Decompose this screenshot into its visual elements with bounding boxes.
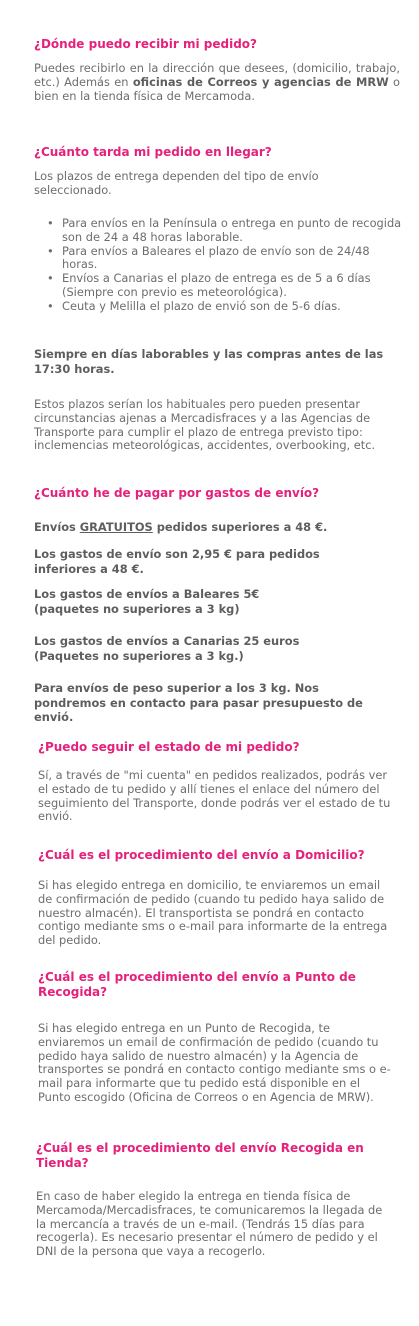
faq-question-track-order: ¿Puedo seguir el estado de mi pedido?: [38, 740, 300, 754]
answer-bold-text: oficinas de Correos y agencias de MRW: [132, 74, 389, 89]
shipping-free-line: [34, 520, 394, 535]
shipping-cost-standard: Los gastos de envío son 2,95 € para pedidos inferiores a 48 €.: [34, 547, 320, 576]
delivery-times-list: [42, 217, 404, 314]
faq-question-pickup-point: ¿Cuál es el procedimiento del envío a Punto de Recogida?: [38, 970, 356, 999]
faq-question-receive-order: ¿Dónde puedo recibir mi pedido?: [34, 37, 258, 51]
faq-question-store-pickup: ¿Cuál es el procedimiento del envío Recogida en Tienda?: [36, 1141, 364, 1170]
faq-answer-store-pickup: En caso de haber elegido la entrega en tienda física de Mercamoda/Mercadisfraces, te comunicaremos la llegada de la mercancía a través de un e-mail. (Tendrás 15 días para recogerla). Es necesario presentar el número de pedido y el DNI de la persona que vaya a recogerlo.: [36, 1189, 383, 1259]
faq-question-shipping-cost: ¿Cuánto he de pagar por gastos de envío?: [34, 486, 320, 500]
shipping-free-suffix: pedidos superiores a 48 €.: [152, 520, 328, 534]
shipping-cost-heavy: Para envíos de peso superior a los 3 kg. Nos pondremos en contacto para pasar presupuesto de envió.: [34, 681, 363, 725]
answer-text: Puedes recibirlo en la dirección que desees, (domicilio, trabajo, etc.) Además en: [34, 61, 400, 89]
faq-question-home-delivery: ¿Cuál es el procedimiento del envío a Domicilio?: [38, 848, 365, 862]
shipping-cost-baleares: [34, 587, 394, 616]
faq-answer-pickup-point: Si has elegido entrega en un Punto de Recogida, te enviaremos un email de confirmación de pedido (cuando tu pedido haya salido de nuestro almacén) y la Agencia de transportes se pondrá en contacto contigo mediante sms o e-mail para informarte que tu pedido está disponible en el Punto escogido (Oficina de Correos o en Agencia de MRW).: [38, 1021, 391, 1104]
faq-answer-delivery-intro: Los plazos de entrega dependen del tipo de envío seleccionado.: [34, 169, 319, 197]
delivery-note-bold: Siempre en días laborables y las compras antes de las 17:30 horas.: [34, 347, 384, 376]
baleares-line-1: Los gastos de envíos a Baleares 5€: [34, 587, 260, 601]
faq-answer-track-order: Sí, a través de "mi cuenta" en pedidos realizados, podrás ver el estado de tu pedido y allí tienes el enlace del número del seguimiento del Transporte, donde podrás ver el estado de tu envió.: [38, 768, 391, 824]
baleares-line-2: (paquetes no superiores a 3 kg): [34, 601, 240, 616]
canarias-line-2: (Paquetes no superiores a 3 kg.): [34, 648, 244, 663]
canarias-line-1: Los gastos de envíos a Canarias 25 euros: [34, 634, 300, 648]
shipping-free-highlight: GRATUITOS: [79, 520, 153, 534]
list-item: • Ceuta y Melilla el plazo de envió son de 5-6 días.: [42, 300, 404, 314]
shipping-free-prefix: Envíos: [34, 520, 80, 534]
faq-answer-home-delivery: Si has elegido entrega en domicilio, te enviaremos un email de confirmación de pedido (cuando tu pedido haya salido de nuestro almacén). El transportista se pondrá en contacto contigo mediante sms o e-mail para informarte de la entrega del pedido.: [38, 878, 388, 948]
answer-text: o bien en la tienda física de Mercamoda.: [34, 74, 401, 103]
list-item: • Para envíos a Baleares el plazo de envío son de 24/48 horas.: [42, 245, 404, 273]
list-item: • Para envíos en la Península o entrega en punto de recogida son de 24 a 48 horas laborable.: [42, 217, 404, 245]
faq-question-delivery-time: ¿Cuánto tarda mi pedido en llegar?: [34, 145, 272, 159]
faq-answer-receive-order: [34, 62, 400, 103]
delivery-note: Estos plazos serían los habituales pero pueden presentar circunstancias ajenas a Mercadisfraces y a las Agencias de Transporte para cumplir el plazo de entrega previsto tipo: inclemencias meteorológicas, accidentes, overbooking, etc.: [34, 397, 376, 453]
list-item: • Envíos a Canarias el plazo de entrega es de 5 a 6 días (Siempre con previo es meteorológica).: [42, 272, 404, 300]
shipping-cost-canarias: [34, 634, 394, 663]
